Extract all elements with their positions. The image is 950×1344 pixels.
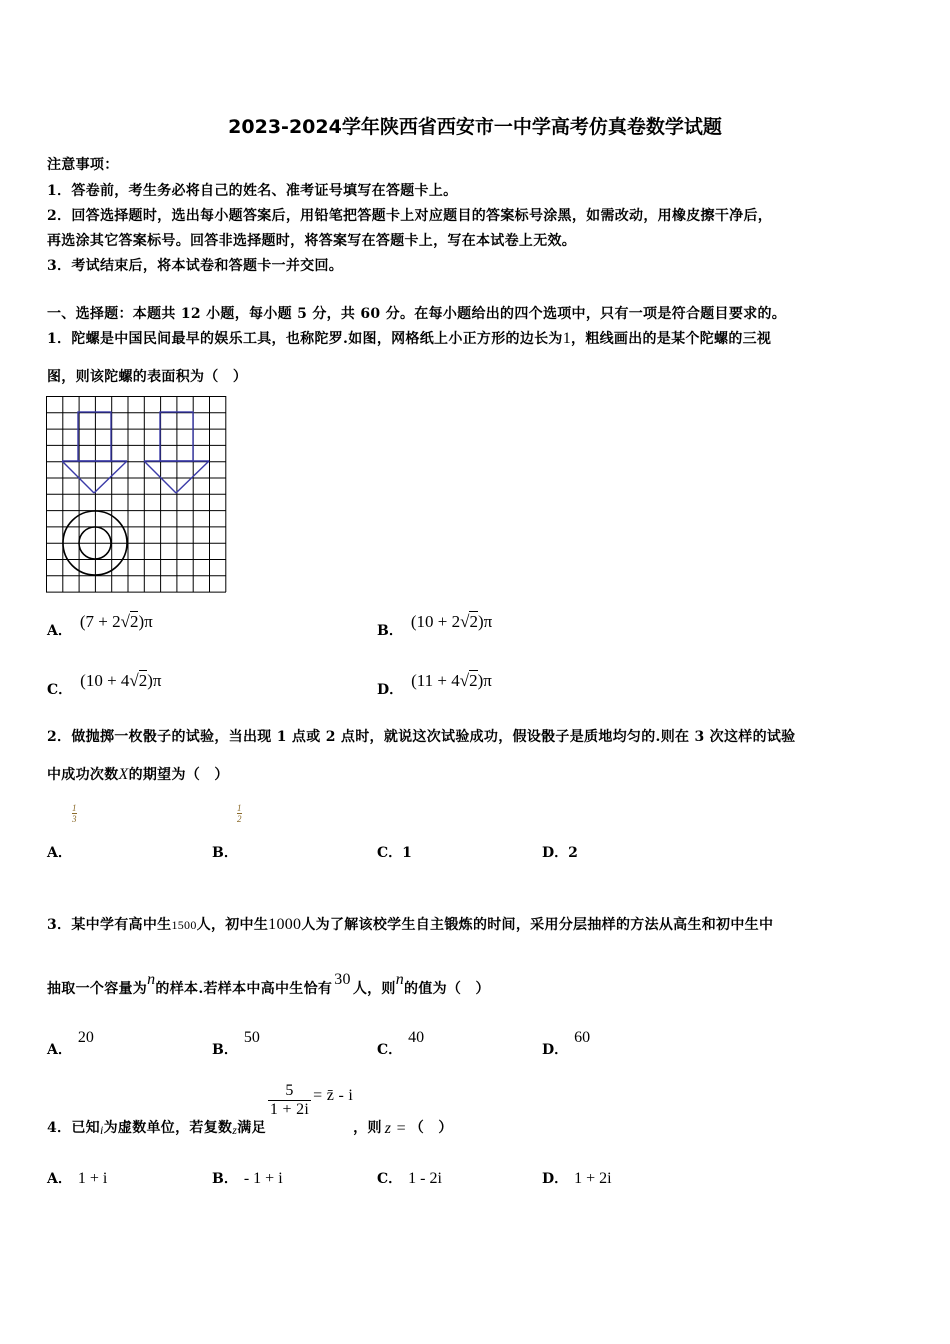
- notice-item-2b: 再选涂其它答案标号。回答非选择题时，将答案写在答题卡上，写在本试卷上无效。: [47, 233, 577, 249]
- q3-high-count: 1500: [171, 918, 197, 932]
- expr-prefix: (11 + 4: [411, 671, 460, 690]
- q4-z-equals: z =: [384, 1119, 407, 1137]
- option-letter: A．: [47, 1042, 72, 1058]
- notice-item-1: 1．答卷前，考生务必将自己的姓名、准考证号填写在答题卡上。: [47, 183, 458, 199]
- option-letter: B．: [377, 623, 403, 639]
- option-value: 1: [402, 845, 412, 861]
- sqrt-radicand: 2: [138, 671, 148, 690]
- q3-text-g: 的值为（ ）: [404, 981, 490, 997]
- q4-fraction: [268, 1082, 311, 1119]
- q3-option-c[interactable]: [377, 1029, 425, 1059]
- q2-text-b: 的期望为（ ）: [128, 767, 229, 783]
- q4-text-d: ，则: [353, 1119, 382, 1136]
- q4-fraction-den: 1 + 2i: [269, 1101, 310, 1118]
- option-letter: D．: [377, 682, 404, 698]
- expr-suffix: )π: [147, 671, 162, 690]
- q4-option-d[interactable]: [542, 1168, 612, 1188]
- q1-option-b[interactable]: [377, 612, 493, 639]
- q2-option-c[interactable]: [377, 842, 412, 862]
- option-value: 50: [243, 1029, 260, 1046]
- q4-text-b: 为虚数单位，若复数: [103, 1119, 233, 1136]
- option-letter: A．: [47, 1171, 72, 1187]
- sqrt-radicand: 2: [469, 612, 478, 631]
- option-letter: B．: [212, 845, 238, 861]
- q3-text-e: 的样本.若样本中高中生恰有: [155, 981, 333, 997]
- q1-stem-line2: 图，则该陀螺的表面积为（ ）: [47, 369, 248, 385]
- q3-option-d[interactable]: [542, 1029, 591, 1059]
- option-letter: D．: [542, 1171, 569, 1187]
- expr-prefix: (7 + 2: [79, 612, 121, 631]
- q2-option-a[interactable]: [47, 842, 72, 862]
- q4-text-e: （ ）: [409, 1119, 453, 1136]
- q1-option-d[interactable]: [377, 671, 492, 698]
- q2-option-d[interactable]: [542, 842, 578, 862]
- q3-stem-line1: [47, 914, 773, 934]
- option-value: 1 + 2i: [574, 1170, 612, 1187]
- option-letter: C．: [377, 845, 403, 861]
- sqrt-radicand: 2: [469, 671, 478, 690]
- option-letter: B．: [212, 1042, 238, 1058]
- q2-option-b-fraction: [237, 803, 242, 824]
- option-value: 2: [568, 845, 578, 861]
- option-value: 1 + i: [77, 1170, 108, 1187]
- option-expression: [80, 671, 161, 690]
- q3-sample-count: 30: [334, 971, 351, 988]
- sqrt-sign: √: [460, 612, 470, 631]
- option-value: - 1 + i: [243, 1170, 283, 1187]
- sqrt-sign: √: [120, 612, 130, 631]
- q3-option-a[interactable]: [47, 1029, 94, 1059]
- notice-item-3: 3．考试结束后，将本试卷和答题卡一并交回。: [47, 258, 344, 274]
- q2-option-b[interactable]: [212, 842, 238, 862]
- q2-stem-line2: [47, 764, 229, 784]
- q4-option-c[interactable]: [377, 1168, 442, 1188]
- sqrt-sign: √: [459, 671, 470, 690]
- q4-text-a: 4．已知: [47, 1119, 100, 1136]
- expr-prefix: (10 + 4: [80, 671, 130, 690]
- sqrt-sign: √: [129, 671, 139, 690]
- q2-b-num: 1: [237, 803, 242, 813]
- option-letter: C．: [377, 1042, 403, 1058]
- option-value: 1 - 2i: [408, 1170, 442, 1187]
- q1-text-a: 1．陀螺是中国民间最早的娱乐工具，也称陀罗.如图，网格纸上小正方形的边长为: [47, 331, 563, 347]
- option-expression: [411, 671, 492, 690]
- expr-suffix: )π: [477, 612, 493, 631]
- grid-lines: [46, 396, 226, 592]
- q1-text-b: ，粗线画出的是某个陀螺的三视: [571, 331, 772, 347]
- q3-text-d: 抽取一个容量为: [47, 981, 148, 997]
- option-value: 20: [77, 1029, 94, 1046]
- option-expression: [80, 612, 153, 631]
- option-letter: A．: [47, 845, 72, 861]
- option-expression: [411, 612, 492, 631]
- page-title: 2023-2024学年陕西省西安市一中学高考仿真卷数学试题: [228, 116, 722, 138]
- q1-stem-line1: [47, 328, 771, 348]
- q3-middle-count: 1000: [268, 916, 302, 933]
- q2-a-num: 1: [72, 803, 77, 813]
- q3-text-c: 人为了解该校学生自主锻炼的时间，采用分层抽样的方法从高生和初中生中: [301, 917, 774, 933]
- option-letter: D．: [542, 1042, 569, 1058]
- q4-fraction-num: 5: [268, 1082, 311, 1101]
- q4-option-a[interactable]: [47, 1168, 107, 1188]
- q2-text-a: 中成功次数: [47, 767, 119, 783]
- q4-imag-unit: i: [99, 1122, 104, 1137]
- expr-suffix: )π: [138, 612, 153, 631]
- q4-rhs: = z̄ - i: [313, 1086, 354, 1104]
- option-value: 60: [574, 1029, 591, 1046]
- q3-text-f: 人，则: [352, 981, 396, 997]
- option-letter: A．: [47, 623, 72, 639]
- option-letter: C．: [377, 1171, 403, 1187]
- option-letter: B．: [212, 1171, 238, 1187]
- expr-prefix: (10 + 2: [410, 612, 461, 631]
- notice-item-2a: 2．回答选择题时，选出每小题答案后，用铅笔把答题卡上对应题目的答案标号涂黑，如需改动，用橡皮擦干净后，: [47, 208, 773, 224]
- q4-stem: [47, 1082, 453, 1137]
- q3-option-b[interactable]: [212, 1029, 260, 1059]
- q2-variable-x: X: [118, 766, 129, 783]
- q1-option-c[interactable]: [47, 671, 162, 698]
- front-view: [62, 412, 127, 493]
- q2-b-den: 2: [237, 814, 242, 824]
- q3-var-n-2: n: [395, 971, 405, 988]
- section-heading: 一、选择题：本题共 12 小题，每小题 5 分，共 60 分。在每小题给出的四个选项中，只有一项是符合题目要求的。: [47, 306, 787, 322]
- q3-text-a: 3．某中学有高中生: [47, 917, 172, 933]
- q3-stem-line2: [47, 971, 490, 998]
- q2-stem-line1: 2．做抛掷一枚骰子的试验，当出现 1 点或 2 点时，就说这次试验成功，假设骰子是质地均匀的.则在 3 次这样的试验: [47, 729, 796, 745]
- q2-option-a-fraction: [72, 803, 77, 824]
- q3-var-n: n: [147, 971, 156, 988]
- notice-heading: 注意事项：: [47, 157, 119, 173]
- q2-a-den: 3: [72, 814, 77, 824]
- q4-text-c: 满足: [237, 1119, 266, 1136]
- expr-suffix: )π: [477, 671, 492, 690]
- option-letter: C．: [47, 682, 73, 698]
- option-letter: D．: [542, 845, 569, 861]
- q4-var-z: z: [232, 1122, 238, 1137]
- option-value: 40: [408, 1029, 425, 1046]
- q1-side-length: 1: [562, 330, 572, 347]
- sqrt-radicand: 2: [129, 612, 139, 631]
- q4-option-b[interactable]: [212, 1168, 283, 1188]
- three-view-figure: [46, 396, 229, 594]
- q3-text-b: 人，初中生: [196, 917, 269, 933]
- q1-option-a[interactable]: [47, 612, 153, 639]
